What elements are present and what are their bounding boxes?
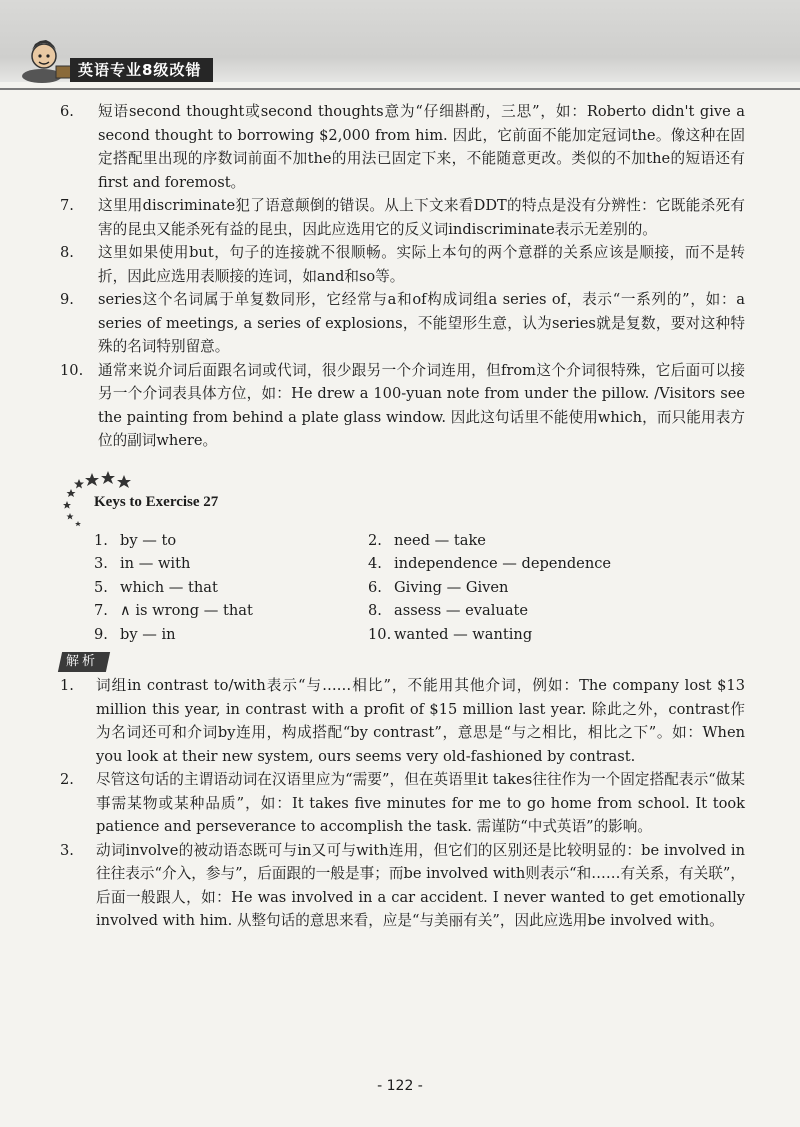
note-item: [60, 288, 745, 359]
key-answer: wanted — wanting: [394, 625, 533, 643]
key-answer: independence — dependence: [394, 555, 612, 572]
note-item: [60, 241, 745, 288]
note-text: 这里如果使用but，句子的连接就不很顺畅。实际上本句的两个意群的关系应该是顺接，而不是转折，因此应选用表顺接的连词，如and和so等。: [98, 244, 745, 285]
key-number: 1.: [94, 531, 108, 549]
key-number: 6.: [368, 578, 382, 596]
analysis-number: 2.: [60, 771, 74, 788]
analysis-text: 动词involve的被动语态既可与in又可与with连用，但它们的区别还是比较明显的：be involved in往往表示“介入，参与”，后面跟的一般是事；而be involved with则表示“和……有关系，有关联”，后面一般跟人，如：He was involved in a car accident. I never wanted to get emotionally involved with him. 从整句话的意思来看，应是“与美丽有关”，因此应选用be involved with。: [96, 841, 745, 929]
note-text: 这里用discriminate犯了语意颠倒的错误。从上下文来看DDT的特点是没有分辨性：它既能杀死有害的昆虫又能杀死有益的昆虫，因此应选用它的反义词indiscriminate表示无差别的。: [98, 197, 745, 238]
key-item: [94, 599, 368, 623]
note-number: 10.: [60, 361, 84, 379]
analysis-item: [60, 768, 745, 839]
key-item: [368, 552, 668, 576]
key-number: 5.: [94, 578, 108, 596]
key-number: 7.: [94, 602, 108, 619]
keys-list: [94, 529, 745, 647]
key-number: 2.: [368, 531, 382, 549]
page-content: [60, 100, 745, 933]
note-text: 通常来说介词后面跟名词或代词，很少跟另一个介词连用，但from这个介词很特殊，它后面可以接另一个介词表具体方位，如：He drew a 100-yuan note from under the pillow. /Visitors see the painting from behind a plate glass window. 因此这句话里不能使用which，而只能用表方位的副词where。: [98, 361, 745, 449]
note-number: 8.: [60, 244, 74, 261]
key-number: 8.: [368, 602, 382, 619]
book-title: 英语专业8级改错: [70, 58, 213, 82]
key-item: [368, 599, 668, 623]
analysis-heading: [60, 650, 745, 674]
key-number: 9.: [94, 625, 108, 643]
key-number: 10.: [368, 625, 392, 643]
key-item: [368, 576, 668, 600]
note-text: series这个名词属于单复数同形，它经常与a和of构成词组a series of，表示“一系列的”，如：a series of meetings, a series of explosions，不能望形生意，认为series就是复数，要对这种特殊的名词特别留意。: [98, 291, 745, 355]
key-item: [94, 552, 368, 576]
key-item: [368, 623, 668, 647]
note-item: [60, 100, 745, 194]
key-answer: ∧ is wrong — that: [120, 602, 253, 619]
analysis-number: 3.: [60, 841, 74, 859]
analysis-list: [60, 674, 745, 933]
analysis-number: 1.: [60, 677, 74, 694]
note-number: 9.: [60, 291, 74, 308]
key-item: [94, 529, 368, 553]
key-number: 4.: [368, 555, 382, 572]
note-number: 6.: [60, 103, 74, 120]
note-text: 短语second thought或second thoughts意为“仔细斟酌，三思”，如：Roberto didn't give a second thought to borrowing $2,000 from him. 因此，它前面不能加定冠词the。像这种在固定搭配里出现的序数词前面不加the的用法已固定下来，不能随意更改。类似的不加the的短语还有first and foremost。: [98, 103, 745, 191]
key-answer: assess — evaluate: [394, 602, 529, 619]
analysis-item: [60, 674, 745, 768]
key-answer: which — that: [120, 578, 218, 596]
key-answer: by — to: [120, 531, 177, 549]
analysis-label: [58, 652, 110, 672]
analysis-text: 尽管这句话的主谓语动词在汉语里应为“需要”，但在英语里it takes往往作为一个固定搭配表示“做某事需某物或某种品质”，如：It takes five minutes for me to go home from school. It took patience and perseverance to accomplish the task. 需谨防“中式英语”的影响。: [96, 771, 745, 835]
note-item: [60, 359, 745, 453]
key-answer: in — with: [120, 555, 191, 572]
key-number: 3.: [94, 555, 108, 572]
header-rule: [0, 88, 800, 90]
key-answer: by — in: [120, 625, 176, 643]
page-number: - 122 -: [377, 1078, 423, 1094]
keys-title: Keys to Exercise 27: [94, 493, 219, 510]
key-item: [94, 576, 368, 600]
keys-heading: [60, 467, 745, 529]
key-answer: need — take: [394, 531, 486, 549]
analysis-label-text: 解析: [66, 654, 99, 669]
note-item: [60, 194, 745, 241]
analysis-text: 词组in contrast to/with表示“与……相比”，不能用其他介词，例如：The company lost $13 million this year, in contrast with a profit of $15 million last year. 除此之外，contrast作为名词还可和介词by连用，构成搭配“by contrast”，意思是“与之相比，相比之下”。如：When you look at their new system, ours seems very old-fashioned by contrast.: [96, 677, 745, 765]
analysis-item: [60, 839, 745, 933]
note-number: 7.: [60, 197, 74, 214]
key-item: [94, 623, 368, 647]
key-item: [368, 529, 668, 553]
key-answer: Giving — Given: [394, 578, 509, 596]
